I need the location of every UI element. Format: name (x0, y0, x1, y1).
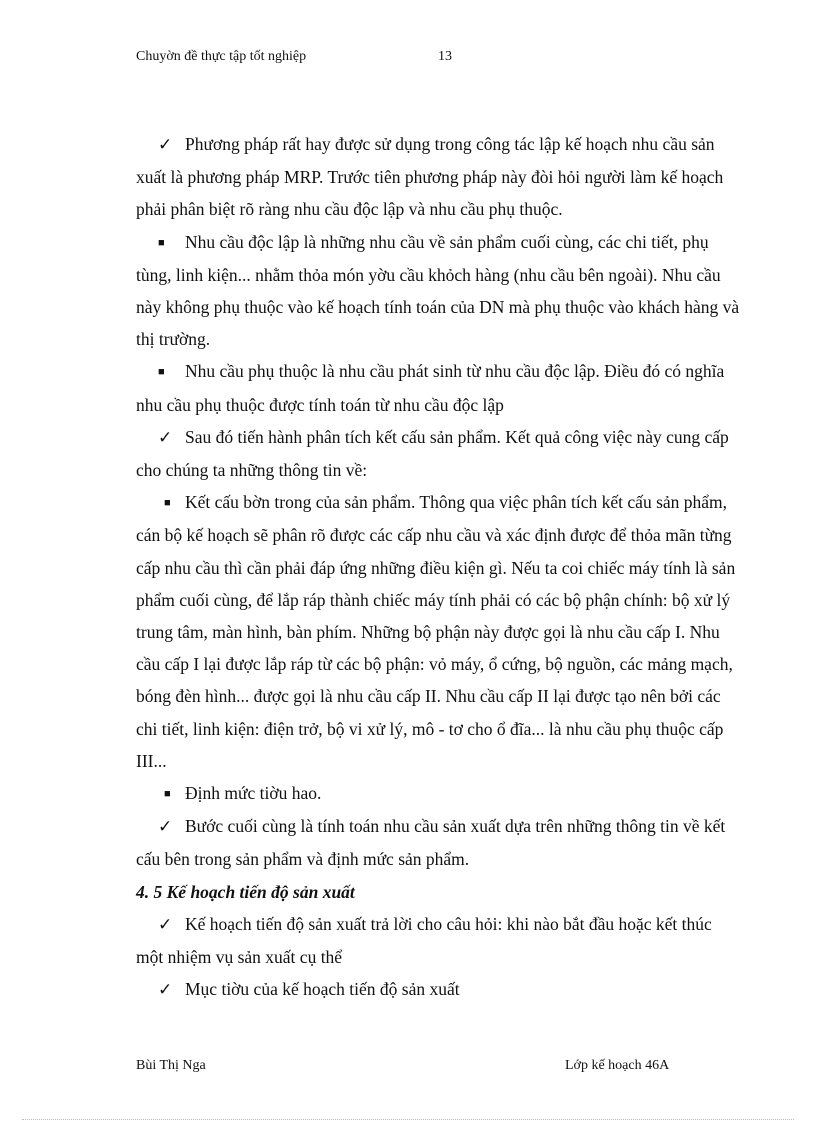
square-bullet-icon: ■ (164, 497, 171, 510)
paragraph-final-step: ✓ Bước cuối cùng là tính toán nhu cầu sản xuất dựa trên những thông tin về kết cấu bên trong sản phẩm và định mức sản phẩm. (136, 810, 740, 875)
page-header (136, 49, 452, 65)
square-bullet-icon: ■ (158, 366, 165, 379)
footer-class: Lớp kế hoạch 46A (565, 1058, 670, 1073)
paragraph-independent-demand: ■ Nhu cầu độc lập là những nhu cầu về sản phẩm cuối cùng, các chi tiết, phụ tùng, linh kiện... nhằm thỏa món yờu cầu khỏch hàng (nhu cầu bên ngoài). Nhu cầu này không phụ thuộc vào kế hoạch tính toán của DN mà phụ thuộc vào khách hàng và thị trường. (136, 226, 740, 356)
footer-author: Bùi Thị Nga (136, 1058, 206, 1073)
document-body (136, 128, 740, 1006)
checkmark-icon: ✓ (158, 427, 173, 447)
paragraph-mrp: ✓ Phương pháp rất hay được sử dụng trong công tác lập kế hoạch nhu cầu sản xuất là phương pháp MRP. Trước tiên phương pháp này đòi hỏi người làm kế hoạch phải phân biệt rõ ràng nhu cầu độc lập và nhu cầu phụ thuộc. (136, 128, 740, 226)
section-heading: 4. 5 Kế hoạch tiến độ sản xuất (136, 881, 355, 902)
paragraph-schedule: ✓ Kế hoạch tiến độ sản xuất trả lời cho câu hỏi: khi nào bắt đầu hoặc kết thúc một nhiệm vụ sản xuất cụ thể (136, 908, 740, 973)
square-bullet-icon: ■ (164, 788, 171, 801)
paragraph-dependent-demand: ■ Nhu cầu phụ thuộc là nhu cầu phát sinh từ nhu cầu độc lập. Điều đó có nghĩa nhu cầu phụ thuộc được tính toán từ nhu cầu độc lập (136, 355, 740, 420)
paragraph-schedule-goal: ✓ Mục tiờu của kế hoạch tiến độ sản xuất (136, 973, 740, 1006)
page-number: 13 (438, 49, 452, 64)
page-bottom-divider (22, 1119, 794, 1120)
checkmark-icon: ✓ (158, 135, 173, 154)
checkmark-icon: ✓ (158, 980, 173, 1000)
paragraph-internal-structure: ■ Kết cấu bờn trong của sản phẩm. Thông qua việc phân tích kết cấu sản phẩm, cán bộ kế hoạch sẽ phân rõ được các cấp nhu cầu và xác định được để thỏa mãn từng cấp nhu cầu thì cần phải đáp ứng những điều kiện gì. Nếu ta coi chiếc máy tính là sản phẩm cuối cùng, để lắp ráp thành chiếc máy tính phải có các bộ phận chính: bộ xử lý trung tâm, màn hình, bàn phím. Những bộ phận này được gọi là nhu cầu cấp I. Nhu cầu cấp I lại được lắp ráp từ các bộ phận: vỏ máy, ổ cứng, bộ nguồn, các mảng mạch, bóng đèn hình... được gọi là nhu cầu cấp II. Nhu cầu cấp II lại được tạo nên bởi các chi tiết, linh kiện: điện trở, bộ vi xử lý, mô - tơ cho ổ đĩa... là nhu cầu phụ thuộc cấp III... (136, 486, 740, 777)
paragraph-consumption-norm: ■ Định mức tiờu hao. (136, 777, 740, 810)
paragraph-structure-analysis: ✓ Sau đó tiến hành phân tích kết cấu sản phẩm. Kết quả công việc này cung cấp cho chúng ta những thông tin về: (136, 421, 740, 486)
document-title: Chuyờn đề thực tập tốt nghiệp (136, 49, 307, 64)
square-bullet-icon: ■ (158, 236, 165, 249)
checkmark-icon: ✓ (158, 914, 173, 934)
checkmark-icon: ✓ (158, 817, 173, 837)
